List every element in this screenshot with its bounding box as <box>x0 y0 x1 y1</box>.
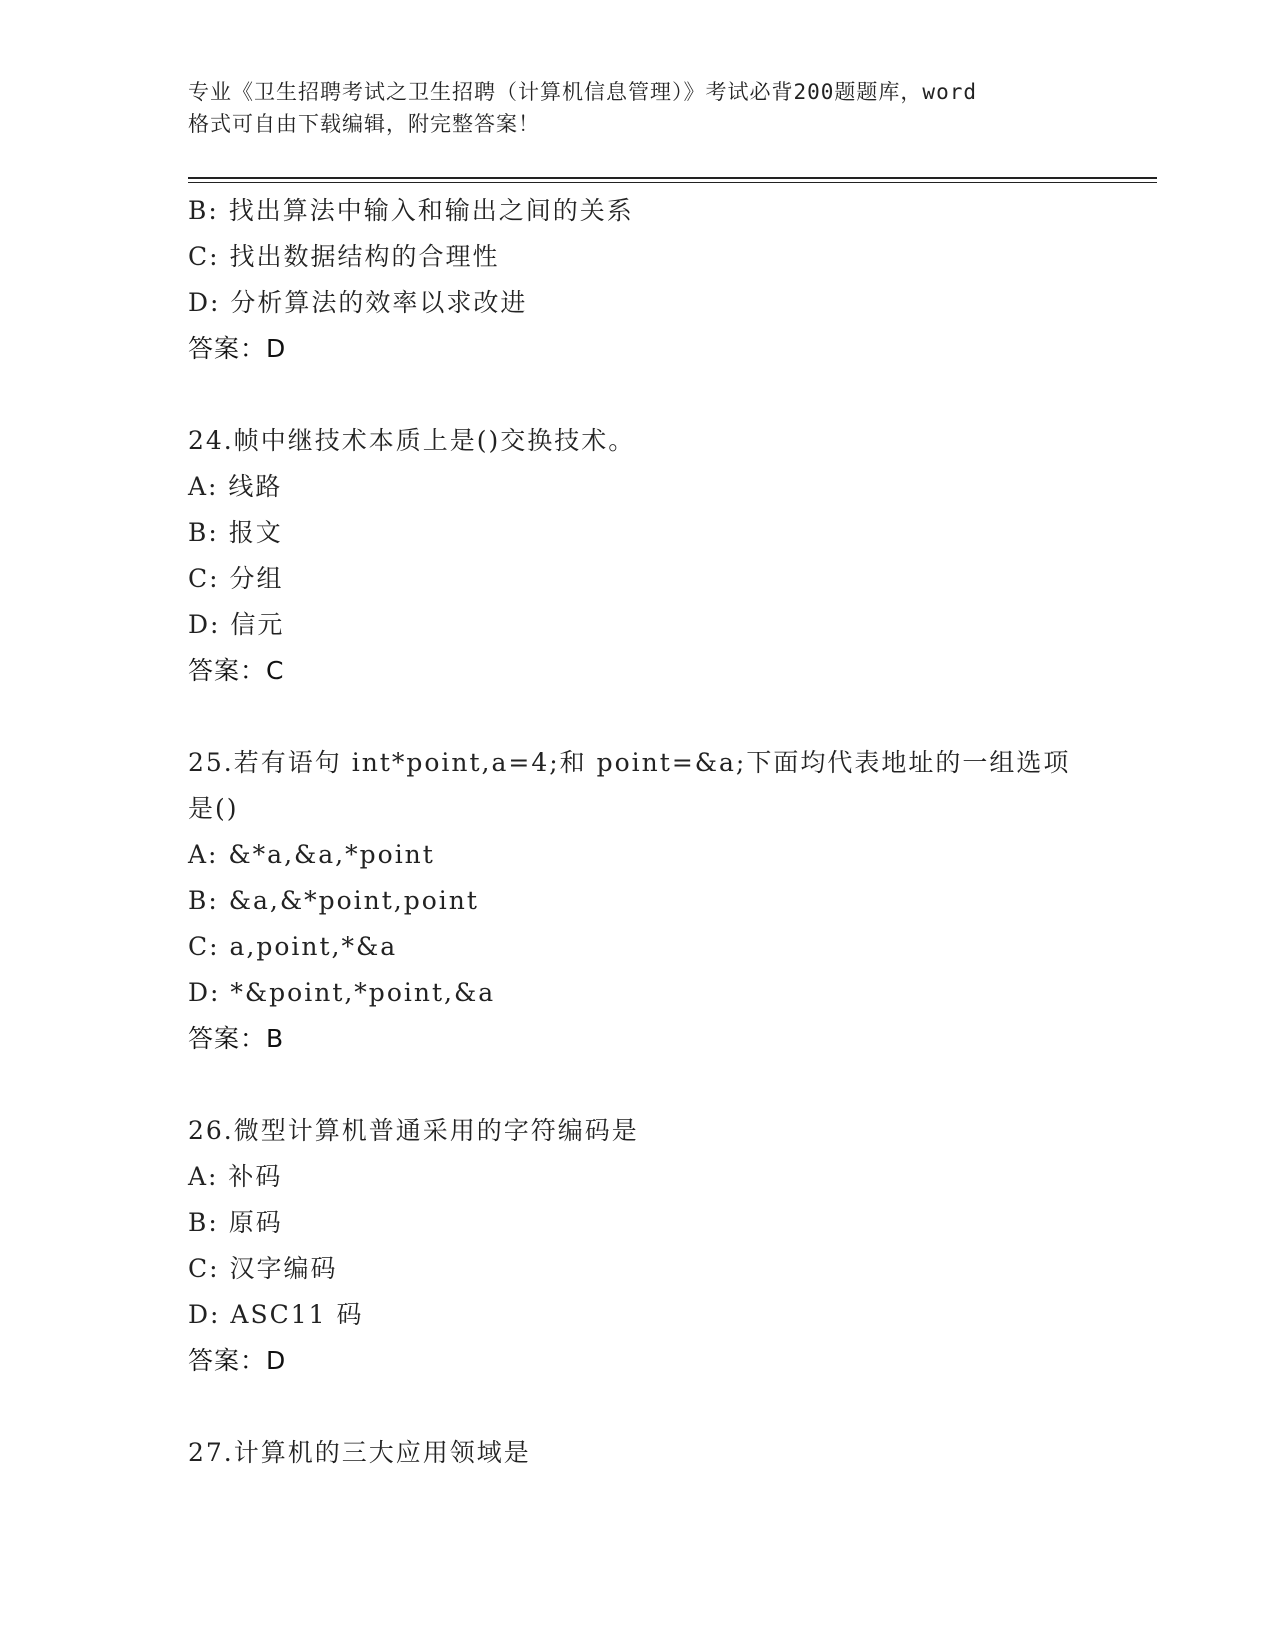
question-stem: 27.计算机的三大应用领域是 <box>188 1438 531 1467</box>
question-stem: 24.帧中继技术本质上是()交换技术。 <box>188 426 636 455</box>
option-b: B: 找出算法中输入和输出之间的关系 <box>188 196 634 225</box>
header-title-line-2: 格式可自由下载编辑，附完整答案！ <box>188 112 540 136</box>
option-d: D: *&point,*point,&a <box>188 978 496 1007</box>
option-a: A: 补码 <box>188 1162 283 1191</box>
option-b: B: &a,&*point,point <box>188 886 479 915</box>
spacer <box>188 372 1088 418</box>
question-list <box>188 188 1088 1476</box>
option-c: C: 汉字编码 <box>188 1254 338 1283</box>
header-title-line-1: 专业《卫生招聘考试之卫生招聘（计算机信息管理）》考试必背200题题库，word <box>188 80 977 104</box>
spacer <box>188 694 1088 740</box>
header-divider-thick <box>188 177 1157 179</box>
question-block-25 <box>188 740 1088 1062</box>
option-d: D: 分析算法的效率以求改进 <box>188 288 528 317</box>
option-a: A: &*a,&a,*point <box>188 840 435 869</box>
question-stem: 26.微型计算机普通采用的字符编码是 <box>188 1116 639 1145</box>
document-header <box>188 76 1088 140</box>
option-b: B: 原码 <box>188 1208 283 1237</box>
spacer <box>188 1384 1088 1430</box>
option-c: C: 分组 <box>188 564 284 593</box>
question-block-24 <box>188 418 1088 694</box>
answer-text: 答案：D <box>188 334 287 363</box>
header-divider-thin <box>188 182 1157 183</box>
option-a: A: 线路 <box>188 472 283 501</box>
option-c: C: a,point,*&a <box>188 932 398 961</box>
answer-text: 答案：D <box>188 1346 287 1375</box>
option-c: C: 找出数据结构的合理性 <box>188 242 500 271</box>
answer-text: 答案：B <box>188 1024 285 1053</box>
spacer <box>188 1062 1088 1108</box>
answer-text: 答案：C <box>188 656 285 685</box>
option-b: B: 报文 <box>188 518 283 547</box>
option-d: D: 信元 <box>188 610 285 639</box>
question-block-27 <box>188 1430 1088 1476</box>
option-d: D: ASC11 码 <box>188 1300 364 1329</box>
question-block-26 <box>188 1108 1088 1384</box>
question-block-23 <box>188 188 1088 372</box>
question-stem-line-1: 25.若有语句 int*point,a=4;和 point=&a;下面均代表地址的一组选项 <box>188 748 1071 777</box>
question-stem-line-2: 是() <box>188 794 239 823</box>
